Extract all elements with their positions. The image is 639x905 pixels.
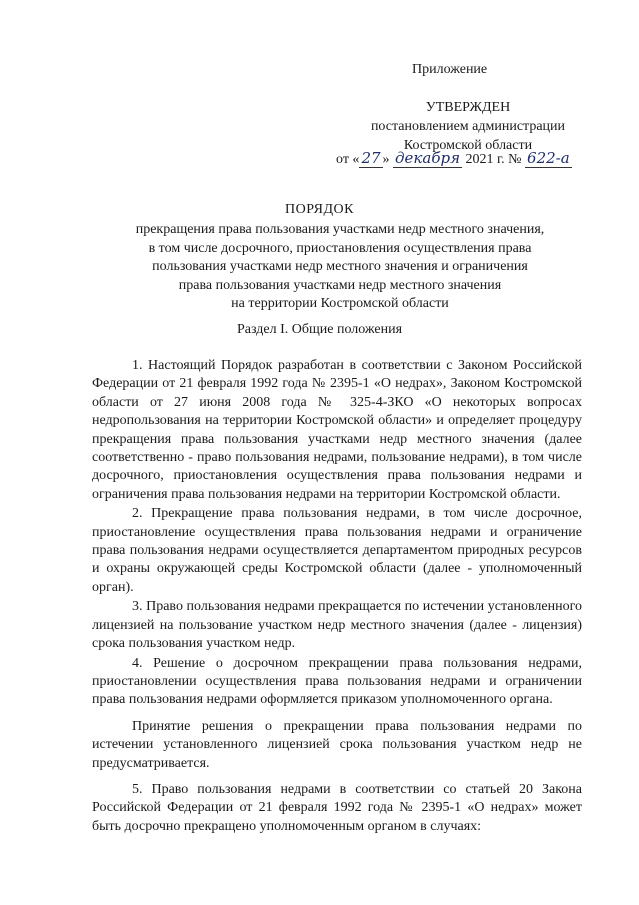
approved-region-line: Костромской области [403, 138, 533, 153]
subtitle-line: в том числе досрочного, приостановления осуществления права [148, 240, 532, 256]
subtitle-line: прекращения права пользования участками недр местного значения, [135, 222, 545, 237]
paragraph-3: 3. Право пользования недрами прекращается по истечении установленного лицензией на пользование участком недр местного значения (далее - лицензия) срока пользования участком недр. [92, 599, 582, 652]
date-day-handwritten: 27 [361, 149, 381, 167]
subtitle-line: права пользования участками недр местного значения [178, 277, 502, 293]
approval-stamp [318, 98, 618, 155]
decree-date-line [336, 149, 572, 168]
date-mid: » [382, 152, 390, 167]
paragraph-4: 4. Решение о досрочном прекращении права пользования недрами, приостановлении осуществления права пользования недрами и ограничении права пользования недрами оформляется приказом уполномоченного органа. [92, 655, 582, 708]
paragraph-1: 1. Настоящий Порядок разработан в соответствии с Законом Российской Федерации от 21 февраля 1992 года № 2395-1 «О недрах», Законом Костромской области от 27 июня 2008 года № 325-4-ЗКО «О некоторых вопросах недропользования на территории Костромской области» и определяет процедуру прекращения права пользования участками недр местного значения (далее соответственно - право пользования недрами, пользование недрами), в том числе досрочного, приостановления осуществления права пользования недрами и ограничения права пользования недрами на территории Костромской области. [92, 358, 582, 502]
subtitle-line: на территории Костромской области [231, 296, 449, 312]
appendix-label: Приложение [412, 62, 488, 77]
document-subtitle [90, 221, 590, 314]
approved-by-line: постановлением администрации [370, 119, 566, 134]
section-heading: Раздел I. Общие положения [236, 322, 403, 337]
paragraph-5: 5. Право пользования недрами в соответствии со статьей 20 Закона Российской Федерации от 21 февраля 1992 года № 2395-1 «О недрах» может быть досрочно прекращено уполномоченным органом в случаях: [92, 781, 582, 834]
date-month-handwritten: декабря [395, 149, 461, 167]
date-prefix: от « [336, 152, 360, 167]
date-year: 2021 г. № [465, 152, 522, 167]
paragraph-4-note: Принятие решения о прекращении права пользования недрами по истечении установленного лицензией срока пользования участком недр не предусматривается. [92, 718, 582, 771]
approved-title: УТВЕРЖДЕН [425, 100, 511, 115]
document-body [92, 357, 582, 836]
subtitle-line: пользования участками недр местного значения и ограничения [152, 259, 528, 275]
doc-number-handwritten: 622-а [527, 149, 570, 167]
paragraph-2: 2. Прекращение права пользования недрами, в том числе досрочное, приостановление осуществления права пользования недрами и ограничение права пользования недрами осуществляется департаментом природных ресурсов и охраны окружающей среды Костромской области (далее - уполномоченный орган). [92, 506, 582, 595]
document-title: ПОРЯДОК [285, 202, 354, 217]
